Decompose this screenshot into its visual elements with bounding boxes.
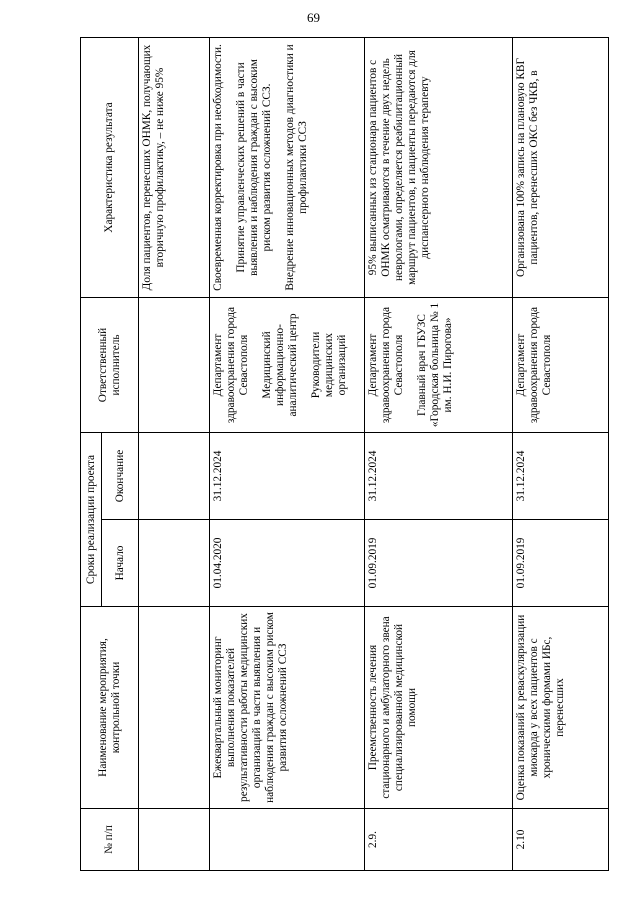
result-text: Доля пациентов, перенесших ОНМК, получающих вторичную профилактику, – не ниже 95% xyxy=(141,44,166,291)
row-responsible xyxy=(365,298,513,433)
row-responsible xyxy=(210,298,365,433)
row-name: Оценка показаний к реваскуляризации миокарда у всех пациентов с хроническими формами ИБс, перенесших xyxy=(513,607,609,809)
row-end: 31.12.2024 xyxy=(513,433,609,520)
row-start: 01.04.2020 xyxy=(210,520,365,607)
row-end xyxy=(139,433,210,520)
row-end: 31.12.2024 xyxy=(210,433,365,520)
responsible-text: Медицинский информационно-аналитический центр xyxy=(261,313,299,417)
responsible-text: Главный врач ГБУЗС «Городская больница № 1 им. Н.И. Пирогова» xyxy=(416,302,454,428)
page-number: 69 xyxy=(307,10,320,25)
row-name: Преемственность лечения стационарного и амбулаторного звена специализированной медицинской помощи xyxy=(365,607,513,809)
header-num: № п/п xyxy=(81,809,139,871)
responsible-text: Руководители медицинских организаций xyxy=(310,331,348,399)
header-responsible: Ответственный исполнитель xyxy=(81,298,139,433)
row-num: 2.10 xyxy=(513,809,609,871)
row-start: 01.09.2019 xyxy=(365,520,513,607)
responsible-text: Департамент здравоохранения города Севастополя xyxy=(212,306,250,424)
row-num xyxy=(139,809,210,871)
result-text: Внедрение инновационных методов диагностики и профилактики ССЗ xyxy=(284,44,309,291)
result-text: 95% выписанных из стационара пациентов с ОНМК осматриваются в течение двух недель неврологами, определяется реабилитационный маршрут пациентов, и пациенты передаются для диспансерного наблюдения терапевту xyxy=(367,50,431,285)
row-result xyxy=(365,38,513,298)
row-responsible xyxy=(513,298,609,433)
project-activities-table xyxy=(80,37,609,871)
row-start: 01.09.2019 xyxy=(513,520,609,607)
row-num: 2.9. xyxy=(365,809,513,871)
row-start xyxy=(139,520,210,607)
responsible-text: Департамент здравоохранения города Севастополя xyxy=(367,306,405,424)
row-end: 31.12.2024 xyxy=(365,433,513,520)
result-text: Принятие управленческих решений в части выявления и наблюдения граждан с высоким риском развития осложнений ССЗ. xyxy=(235,59,273,276)
row-name xyxy=(139,607,210,809)
responsible-text: Департамент здравоохранения города Севастополя xyxy=(515,306,553,424)
row-result xyxy=(210,38,365,298)
row-result xyxy=(139,38,210,298)
header-start: Начало xyxy=(102,520,139,607)
result-text: Организована 100% запись на плановую КВГ пациентов, перенесших ОКС без ЧКВ, в xyxy=(515,58,540,277)
header-name: Наименование мероприятия, контрольной точки xyxy=(81,607,139,809)
row-responsible xyxy=(139,298,210,433)
rotated-table-container xyxy=(80,38,608,871)
row-result xyxy=(513,38,609,298)
row-num xyxy=(210,809,365,871)
result-text: Своевременная корректировка при необходимости. xyxy=(212,44,224,291)
header-period: Сроки реализации проекта xyxy=(81,433,102,607)
row-name: Ежеквартальный мониторинг выполнения показателей результативности работы медицинских организаций в части выявления и наблюдения граждан с высоким риском развития осложнений ССЗ xyxy=(210,607,365,809)
header-result: Характеристика результата xyxy=(81,38,139,298)
header-end: Окончание xyxy=(102,433,139,520)
